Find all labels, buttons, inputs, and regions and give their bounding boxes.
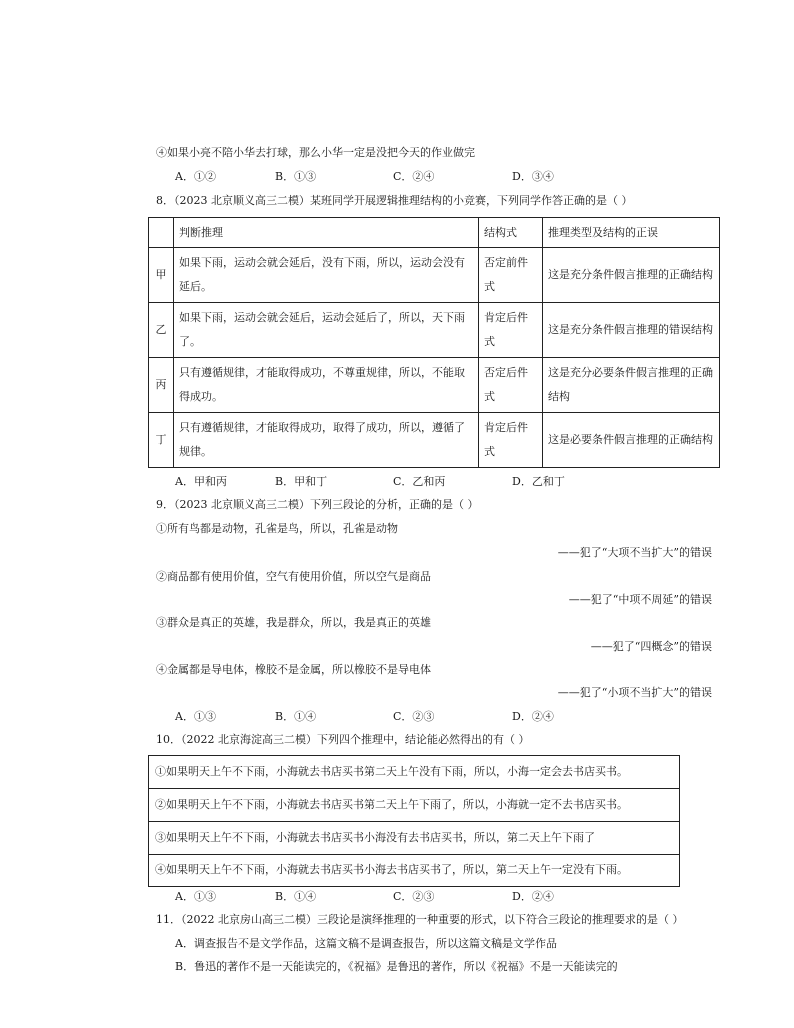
q10-row-3: ③如果明天上午不下雨，小海就去书店买书小海没有去书店买书，所以，第二天上午下雨了 xyxy=(155,831,595,844)
q9-option-d[interactable]: D．②④ xyxy=(512,710,554,723)
q7-option-b[interactable]: B．①③ xyxy=(275,170,317,183)
q8-option-d[interactable]: D．乙和丁 xyxy=(512,475,565,488)
q8-row-form: 肯定后件式 xyxy=(479,303,543,358)
q8-row-ding xyxy=(149,413,720,468)
q9-item-2-comment: ——犯了“中项不周延”的错误 xyxy=(568,593,712,606)
q9-item-3-comment: ——犯了“四概念”的错误 xyxy=(590,640,712,653)
q9-stem: 9．（2023 北京顺义高三二模）下列三段论的分析，正确的是（ ） xyxy=(156,498,479,511)
q7-statement-4: ④如果小亮不陪小华去打球，那么小华一定是没把今天的作业做完 xyxy=(156,146,475,159)
q8-table-header xyxy=(149,218,720,248)
q9-item-2: ②商品都有使用价值，空气有使用价值，所以空气是商品 xyxy=(156,570,431,583)
q8-row-label: 丙 xyxy=(149,358,174,413)
q10-row-2: ②如果明天上午不下雨，小海就去书店买书第二天上午下雨了，所以，小海就一定不去书店买书。 xyxy=(155,798,628,811)
q10-row-1: ①如果明天上午不下雨，小海就去书店买书第二天上午没有下雨，所以，小海一定会去书店买书。 xyxy=(155,765,628,778)
q8-row-form: 否定后件式 xyxy=(479,358,543,413)
q8-header-reasoning: 判断推理 xyxy=(174,218,479,248)
q10-box xyxy=(148,755,680,887)
q8-row-yi xyxy=(149,303,720,358)
q8-row-reasoning: 只有遵循规律，才能取得成功，取得了成功，所以，遵循了规律。 xyxy=(174,413,479,468)
q8-header-judgment: 推理类型及结构的正误 xyxy=(543,218,720,248)
q8-row-form: 肯定后件式 xyxy=(479,413,543,468)
q8-row-reasoning: 只有遵循规律，才能取得成功，不尊重规律，所以，不能取得成功。 xyxy=(174,358,479,413)
q8-row-label: 乙 xyxy=(149,303,174,358)
q11-option-a[interactable]: A．调查报告不是文学作品，这篇文稿不是调查报告，所以这篇文稿是文学作品 xyxy=(175,937,557,950)
q8-row-bing xyxy=(149,358,720,413)
q8-table xyxy=(148,217,720,468)
q8-row-judgment: 这是充分必要条件假言推理的正确结构 xyxy=(543,358,720,413)
q8-option-a[interactable]: A．甲和丙 xyxy=(175,475,227,488)
q10-stem: 10．（2022 北京海淀高三二模）下列四个推理中，结论能必然得出的有（ ） xyxy=(156,733,530,746)
q11-option-b[interactable]: B．鲁迅的著作不是一天能读完的，《祝福》是鲁迅的著作，所以《祝福》不是一天能读完的 xyxy=(175,960,618,973)
q9-options xyxy=(0,710,794,724)
q8-option-c[interactable]: C．乙和丙 xyxy=(393,475,446,488)
q9-item-3: ③群众是真正的英雄，我是群众，所以，我是真正的英雄 xyxy=(156,616,431,629)
q11-stem: 11．（2022 北京房山高三二模）三段论是演绎推理的一种重要的形式，以下符合三段论的推理要求的是（ ） xyxy=(156,913,684,926)
q8-row-label: 丁 xyxy=(149,413,174,468)
q7-option-d[interactable]: D．③④ xyxy=(512,170,554,183)
q8-header-blank xyxy=(149,218,174,248)
q10-option-d[interactable]: D．②④ xyxy=(512,890,554,903)
q9-option-b[interactable]: B．①④ xyxy=(275,710,317,723)
q7-options xyxy=(0,170,794,184)
q8-row-judgment: 这是充分条件假言推理的正确结构 xyxy=(543,248,720,303)
q9-item-1: ①所有鸟都是动物，孔雀是鸟，所以，孔雀是动物 xyxy=(156,522,398,535)
q9-item-1-comment: ——犯了“大项不当扩大”的错误 xyxy=(557,546,712,559)
q9-option-c[interactable]: C．②③ xyxy=(393,710,435,723)
q8-row-reasoning: 如果下雨，运动会就会延后，运动会延后了，所以，天下雨了。 xyxy=(174,303,479,358)
q8-row-judgment: 这是充分条件假言推理的错误结构 xyxy=(543,303,720,358)
q7-option-c[interactable]: C．②④ xyxy=(393,170,435,183)
q9-item-4: ④金属都是导电体，橡胶不是金属，所以橡胶不是导电体 xyxy=(156,663,431,676)
q10-option-a[interactable]: A．①③ xyxy=(175,890,216,903)
q9-item-4-comment: ——犯了“小项不当扩大”的错误 xyxy=(557,686,712,699)
q10-option-b[interactable]: B．①④ xyxy=(275,890,317,903)
q8-row-label: 甲 xyxy=(149,248,174,303)
q10-option-c[interactable]: C．②③ xyxy=(393,890,435,903)
q8-option-b[interactable]: B．甲和丁 xyxy=(275,475,328,488)
q10-options xyxy=(0,890,794,904)
q9-option-a[interactable]: A．①③ xyxy=(175,710,216,723)
q7-option-a[interactable]: A．①② xyxy=(175,170,216,183)
q8-header-form: 结构式 xyxy=(479,218,543,248)
q8-row-form: 否定前件式 xyxy=(479,248,543,303)
q8-options xyxy=(0,475,794,489)
q8-stem: 8．（2023 北京顺义高三二模）某班同学开展逻辑推理结构的小竞赛，下列同学作答正确的是（ ） xyxy=(156,194,633,207)
q8-row-judgment: 这是必要条件假言推理的正确结构 xyxy=(543,413,720,468)
q8-row-reasoning: 如果下雨，运动会就会延后，没有下雨，所以，运动会没有延后。 xyxy=(174,248,479,303)
q8-row-jia xyxy=(149,248,720,303)
q10-row-4: ④如果明天上午不下雨，小海就去书店买书小海去书店买书了，所以，第二天上午一定没有下雨。 xyxy=(155,863,628,876)
